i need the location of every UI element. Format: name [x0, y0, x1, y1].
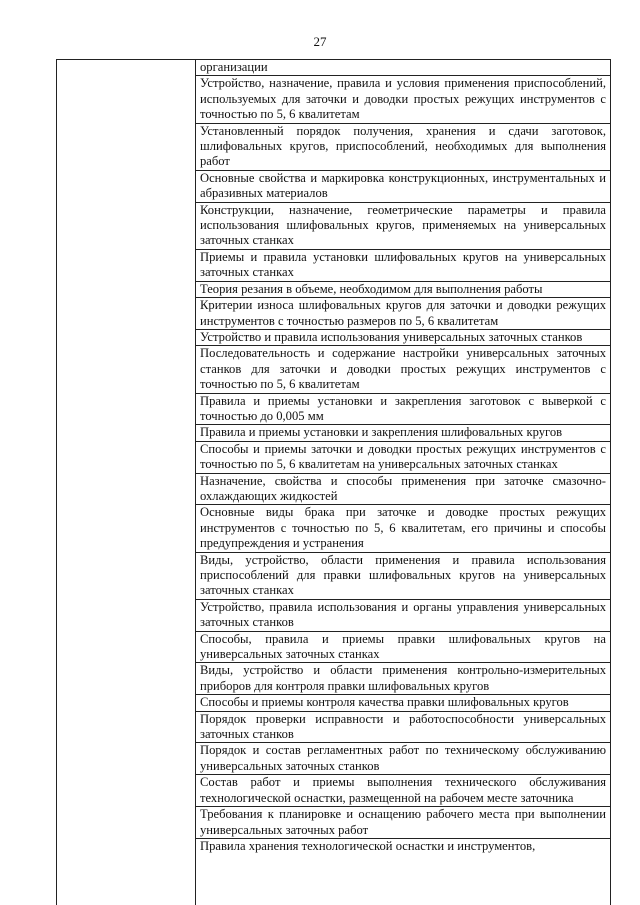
table-row: Приемы и правила установки шлифовальных кругов на универсальных заточных станках	[196, 250, 610, 282]
table-row: Правила и приемы установки и закрепления заготовок с выверкой с точностью до 0,005 мм	[196, 394, 610, 426]
table-row: Состав работ и приемы выполнения технического обслуживания технологической оснастки, размещенной на рабочем месте заточника	[196, 775, 610, 807]
table-row: Способы и приемы контроля качества правки шлифовальных кругов	[196, 695, 610, 711]
table-row: Назначение, свойства и способы применения при заточке смазочно-охлаждающих жидкостей	[196, 474, 610, 506]
table-row: Способы и приемы заточки и доводки простых режущих инструментов с точностью по 5, 6 квалитетам на универсальных заточных станках	[196, 442, 610, 474]
table-row: Установленный порядок получения, хранения и сдачи заготовок, шлифовальных кругов, приспособлений, необходимых для выполнения работ	[196, 124, 610, 171]
table-row: Устройство, правила использования и органы управления универсальных заточных станков	[196, 600, 610, 632]
table-row: Теория резания в объеме, необходимом для выполнения работы	[196, 282, 610, 298]
table-row: Правила и приемы установки и закрепления шлифовальных кругов	[196, 425, 610, 441]
table-row: Требования к планировке и оснащению рабочего места при выполнении универсальных заточных работ	[196, 807, 610, 839]
table-row: Правила хранения технологической оснастки и инструментов,	[200, 838, 536, 853]
knowledge-table	[56, 59, 611, 905]
table-row: Порядок и состав регламентных работ по техническому обслуживанию универсальных заточных станков	[196, 743, 610, 775]
table-row: Виды, устройство и области применения контрольно-измерительных приборов для контроля правки шлифовальных кругов	[196, 663, 610, 695]
table-row: Устройство и правила использования универсальных заточных станков	[196, 330, 610, 346]
page-number: 27	[313, 34, 327, 49]
table-left-column	[57, 60, 196, 905]
table-row: Виды, устройство, области применения и правила использования приспособлений для правки шлифовальных кругов на универсальных заточных станках	[196, 553, 610, 600]
table-row: Конструкции, назначение, геометрические параметры и правила использования шлифовальных кругов, применяемых на универсальных заточных станках	[196, 203, 610, 250]
table-row: Способы, правила и приемы правки шлифовальных кругов на универсальных заточных станках	[196, 632, 610, 664]
table-row: Последовательность и содержание настройки универсальных заточных станков для заточки и доводки простых режущих инструментов с точностью по 5, 6 квалитетам	[196, 346, 610, 393]
table-row: организации	[196, 60, 610, 76]
table-row: Критерии износа шлифовальных кругов для заточки и доводки режущих инструментов с точностью размеров по 5, 6 квалитетам	[196, 298, 610, 330]
table-row: Основные свойства и маркировка конструкционных, инструментальных и абразивных материалов	[196, 171, 610, 203]
table-row: Устройство, назначение, правила и условия применения приспособлений, используемых для заточки и доводки простых режущих инструментов с точностью по 5, 6 квалитетам	[196, 76, 610, 123]
table-right-column	[196, 60, 610, 854]
table-row: Порядок проверки исправности и работоспособности универсальных заточных станков	[196, 712, 610, 744]
table-row: Основные виды брака при заточке и доводке простых режущих инструментов с точностью по 5, 6 квалитетам, его причины и способы предупреждения и устранения	[196, 505, 610, 552]
